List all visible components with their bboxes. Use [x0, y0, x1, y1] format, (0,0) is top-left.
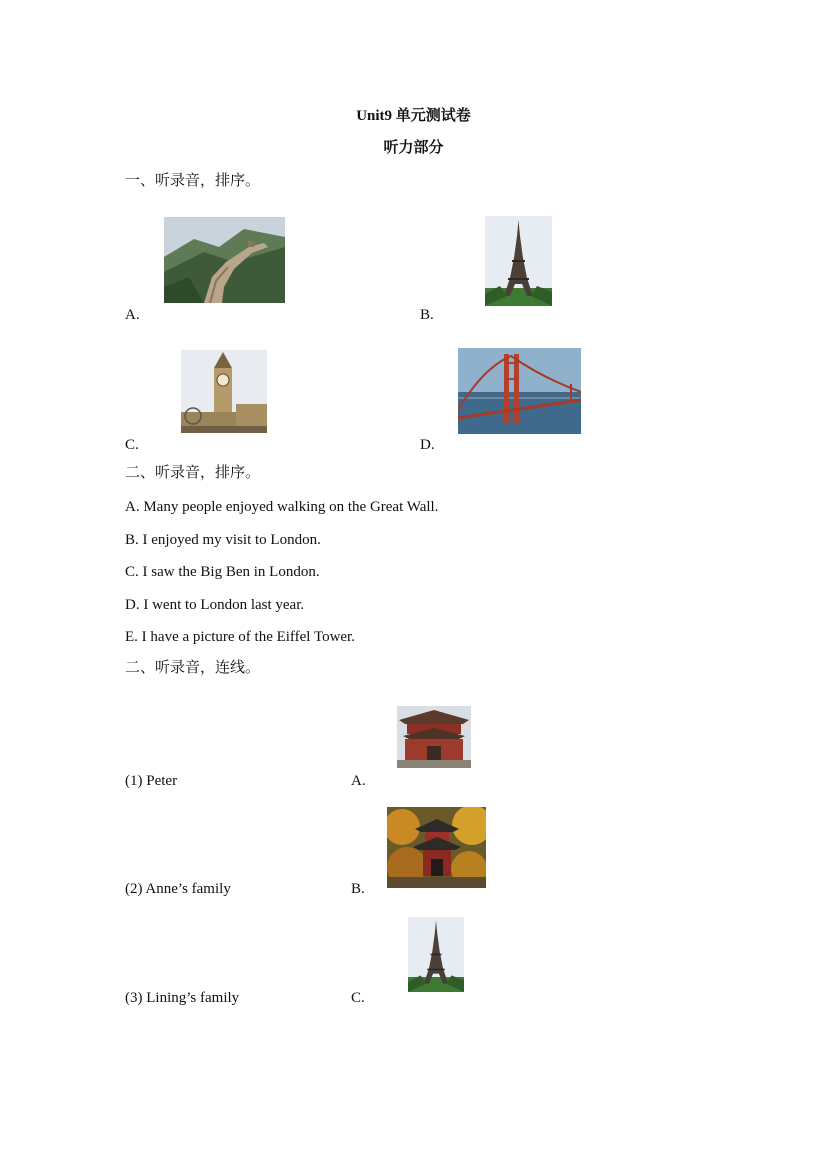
sentence-b: B. I enjoyed my visit to London.	[125, 532, 321, 548]
place-b-label: B.	[351, 881, 365, 897]
option-b-label: B.	[420, 307, 434, 323]
section2-heading: 二、听录音，排序。	[125, 465, 261, 481]
section1-heading: 一、听录音，排序。	[125, 173, 261, 189]
sentence-d: D. I went to London last year.	[125, 597, 305, 613]
chinese-gate-tower-photo	[397, 706, 471, 768]
eiffel-tower-photo	[408, 917, 464, 992]
pagoda-autumn-photo	[387, 807, 486, 888]
eiffel-tower-photo	[485, 216, 552, 306]
sentence-e: E. I have a picture of the Eiffel Tower.	[125, 629, 355, 645]
person-2: (2) Anne’s family	[125, 881, 231, 897]
golden-gate-bridge-photo	[458, 348, 581, 434]
page-subtitle: 听力部分	[383, 140, 444, 156]
person-3: (3) Lining’s family	[125, 990, 240, 1006]
person-1: (1) Peter	[125, 773, 178, 789]
place-c-label: C.	[351, 990, 365, 1006]
page-title: Unit9 单元测试卷	[356, 108, 471, 124]
place-a-label: A.	[351, 773, 366, 789]
section3-heading: 二、听录音，连线。	[125, 660, 261, 676]
option-d-label: D.	[420, 437, 435, 453]
option-c-label: C.	[125, 437, 139, 453]
great-wall-photo	[164, 217, 285, 303]
option-a-label: A.	[125, 307, 140, 323]
big-ben-photo	[181, 350, 267, 433]
sentence-c: C. I saw the Big Ben in London.	[125, 564, 320, 580]
sentence-a: A. Many people enjoyed walking on the Great Wall.	[125, 499, 439, 515]
